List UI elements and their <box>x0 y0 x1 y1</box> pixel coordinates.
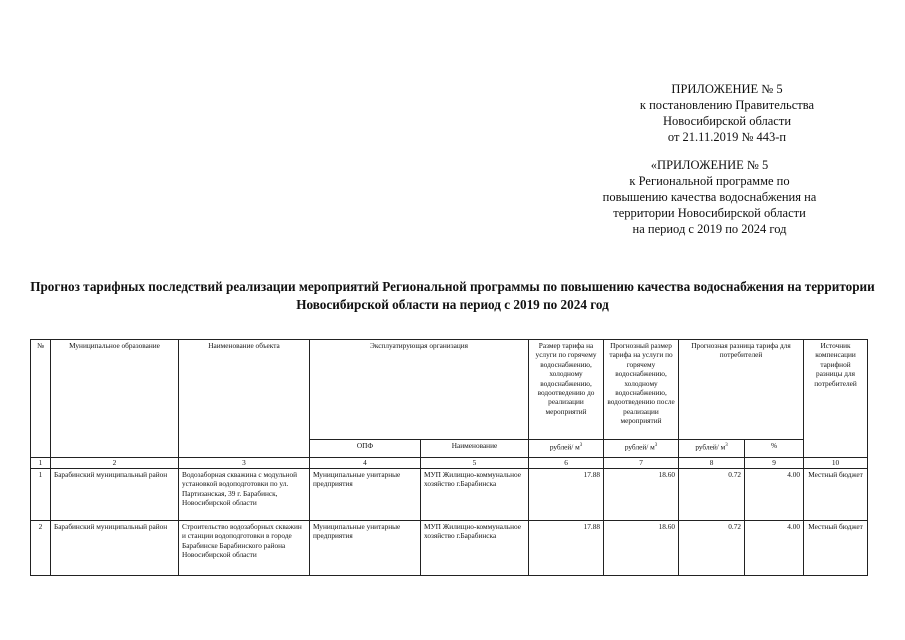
column-number-row <box>31 458 868 469</box>
column-number: 8 <box>679 458 745 469</box>
appendix-line: к Региональной программе по <box>629 174 790 188</box>
column-number: 9 <box>745 458 804 469</box>
diff-pct-cell: 4.00 <box>745 469 804 521</box>
header-object: Наименование объекта <box>179 340 310 458</box>
header-tariff-forecast: Прогнозный размер тарифа на услуги по горячему водоснабжению, холодному водоснабжению, водоотведению после реализации мероприятий <box>604 340 679 440</box>
header-row <box>31 340 868 440</box>
header-num: № <box>31 340 51 458</box>
diff-rub-cell: 0.72 <box>679 469 745 521</box>
header-opf: ОПФ <box>310 440 421 458</box>
appendix-line: на период с 2019 по 2024 год <box>632 222 787 236</box>
header-compensation: Источник компенсации тарифной разницы для потребителей <box>804 340 868 458</box>
unit-cell: рублей/ $м^3$ <box>679 440 745 458</box>
row-num: 2 <box>31 521 51 576</box>
column-number: 6 <box>529 458 604 469</box>
header-operator: Эксплуатирующая организация <box>310 340 529 440</box>
header-tariff-size: Размер тарифа на услуги по горячему водоснабжению, холодному водоснабжению, водоотведению до реализации мероприятий <box>529 340 604 440</box>
organization-cell: МУП Жилищно-коммунальное хозяйство г.Барабинска <box>421 521 529 576</box>
tariff-before-cell: 17.88 <box>529 521 604 576</box>
unit-cell: рублей/ $м^3$ <box>604 440 679 458</box>
diff-rub-cell: 0.72 <box>679 521 745 576</box>
unit-cell: рублей/ $м^3$ <box>529 440 604 458</box>
appendix-line: Новосибирской области <box>662 114 792 128</box>
program-appendix-header <box>587 157 832 237</box>
row-num: 1 <box>31 469 51 521</box>
appendix-line: территории Новосибирской области <box>613 206 806 220</box>
unit-percent: % <box>745 440 804 458</box>
tariff-after-cell: 18.60 <box>604 521 679 576</box>
opf-cell: Муниципальные унитарные предприятия <box>310 521 421 576</box>
header-tariff-diff: Прогнозная разница тарифа для потребителей <box>679 340 804 440</box>
column-number: 10 <box>804 458 868 469</box>
appendix-line: к постановлению Правительства <box>639 98 815 112</box>
opf-cell: Муниципальные унитарные предприятия <box>310 469 421 521</box>
tariff-before-cell: 17.88 <box>529 469 604 521</box>
tariff-forecast-table <box>30 339 868 576</box>
appendix-line: повышению качества водоснабжения на <box>602 190 817 204</box>
municipality-cell: Барабинский муниципальный район <box>51 521 179 576</box>
object-cell: Строительство водозаборных скважин и станции водоподготовки в городе Барабинске Барабинского района Новосибирской области <box>179 521 310 576</box>
appendix-line: «ПРИЛОЖЕНИЕ № 5 <box>650 158 769 172</box>
appendix-header <box>622 81 832 145</box>
diff-pct-cell: 4.00 <box>745 521 804 576</box>
table-row <box>31 469 868 521</box>
object-cell: Водозаборная скважина с модульной установкой водоподготовки по ул. Партизанская, 39 г. Барабинск, Новосибирской области <box>179 469 310 521</box>
source-cell: Местный бюджет <box>804 521 868 576</box>
municipality-cell: Барабинский муниципальный район <box>51 469 179 521</box>
column-number: 1 <box>31 458 51 469</box>
header-name: Наименование <box>421 440 529 458</box>
appendix-line: ПРИЛОЖЕНИЕ № 5 <box>671 82 783 96</box>
column-number: 2 <box>51 458 179 469</box>
document-title: Прогноз тарифных последствий реализации мероприятий Региональной программы по повышению качества водоснабжения на территории Новосибирской области на период с 2019 по 2024 год <box>30 279 875 312</box>
appendix-line: от 21.11.2019 № 443-п <box>667 130 787 144</box>
header-municipality: Муниципальное образование <box>51 340 179 458</box>
table-row <box>31 521 868 576</box>
source-cell: Местный бюджет <box>804 469 868 521</box>
tariff-after-cell: 18.60 <box>604 469 679 521</box>
column-number: 4 <box>310 458 421 469</box>
organization-cell: МУП Жилищно-коммунальное хозяйство г.Барабинска <box>421 469 529 521</box>
column-number: 7 <box>604 458 679 469</box>
column-number: 5 <box>421 458 529 469</box>
column-number: 3 <box>179 458 310 469</box>
